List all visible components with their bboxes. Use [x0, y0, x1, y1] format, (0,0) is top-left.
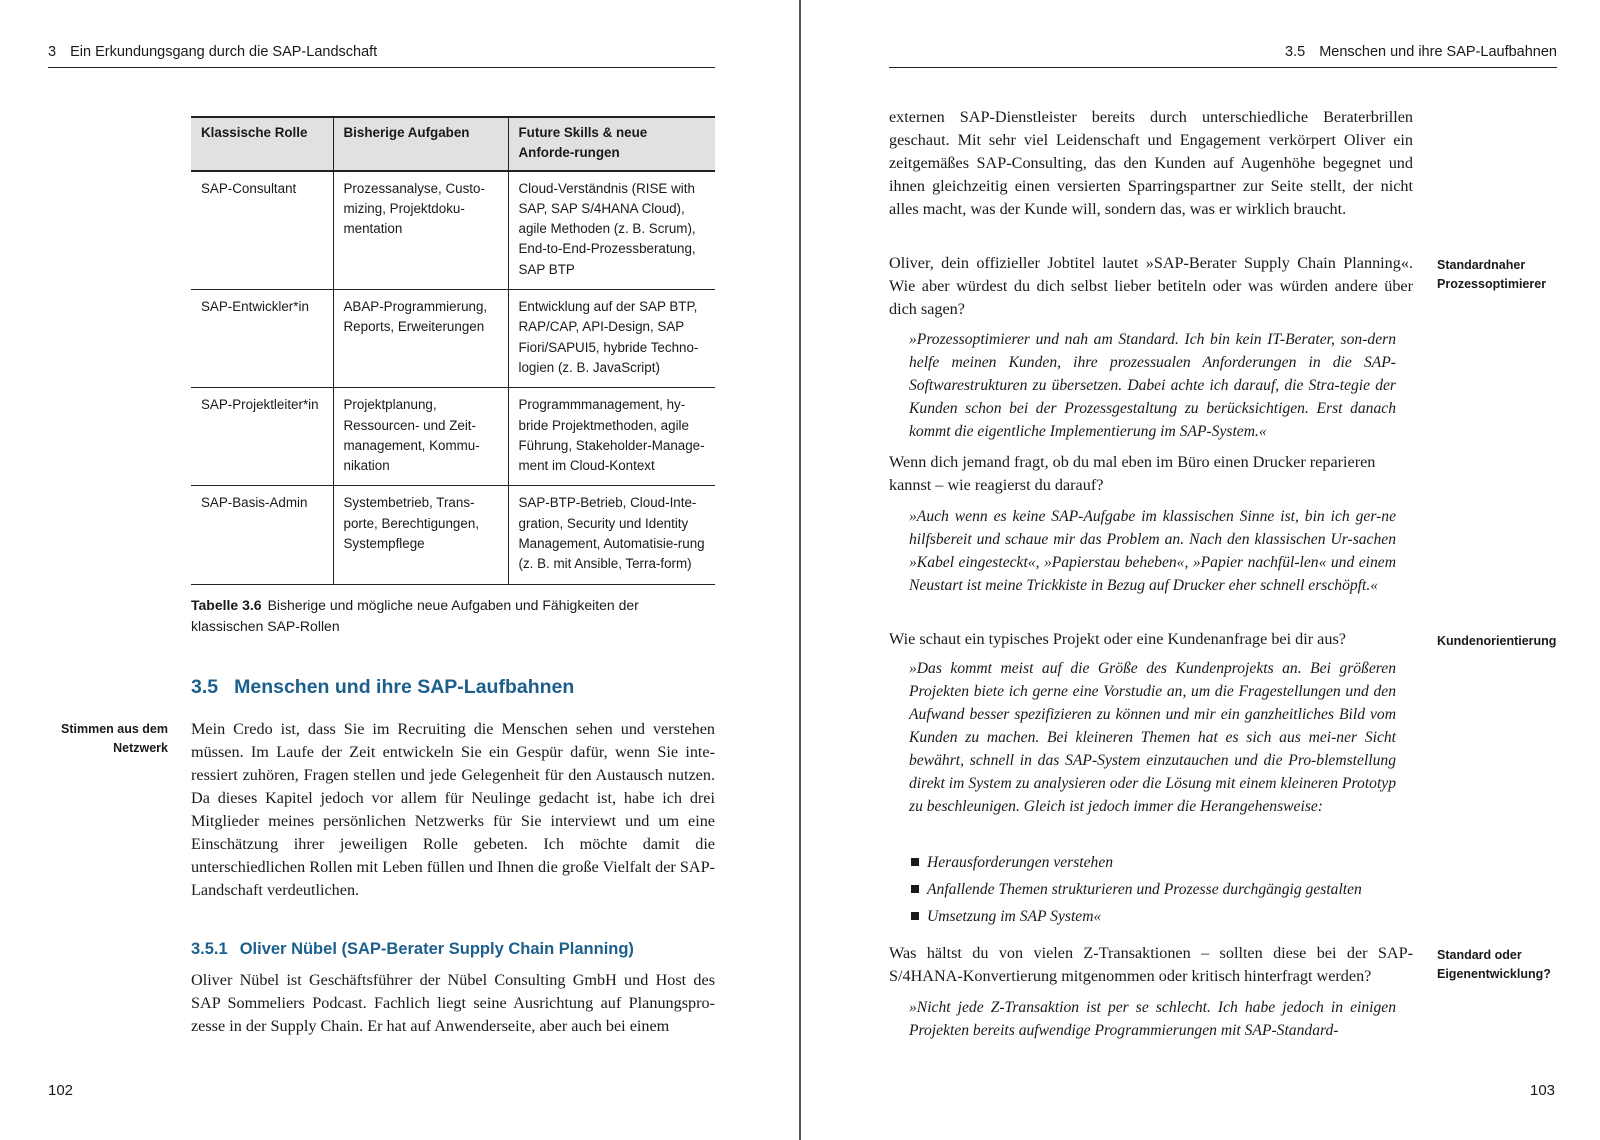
- interview-answer: »Das kommt meist auf die Größe des Kundenprojekts an. Bei größeren Projekten biete ich gerne eine Vorstudie an, um die Fragestellungen und den Aufwand besser spezifizieren zu können und mir ein ganzheitliches Bild vom Kunden zu machen. Bei kleineren Themen hat es sich aus mei-ner Sicht bewährt, schnell in das SAP-System einzutauchen und die Pro-blemstellung direkt im System zu analysieren oder die Lösung mit einem kleineren Prototyp zu beschleunigen. Gleich ist jedoch immer die Herangehensweise:: [909, 660, 1396, 815]
- margin-note: Stimmen aus dem Netzwerk: [61, 722, 168, 755]
- table-row: [191, 290, 715, 388]
- list-item-text: Anfallende Themen strukturieren und Prozesse durchgängig gestalten: [927, 881, 1362, 898]
- interview-answer: »Prozessoptimierer und nah am Standard. Ich bin kein IT-Berater, son-dern helfe meinen Kunden, ihre prozessualen Anforderungen in die SAP-Softwarestrukturen zu übersetzen. Dabei achte ich darauf, die Stra-tegie der Kunden schon bei der Prozessgestaltung zu berücksichtigen. Erst danach kommt die eigentliche Implementierung im SAP-System.«: [909, 331, 1396, 440]
- column-header: Klassische Rolle: [191, 117, 333, 171]
- table-cell: Cloud-Verständnis (RISE with SAP, SAP S/4HANA Cloud), agile Methoden (z. B. Scrum), End-to-End-Prozessberatung, SAP BTP: [508, 171, 715, 290]
- list-item: [909, 849, 1429, 876]
- list-item: [909, 876, 1429, 903]
- continuation-paragraph: externen SAP-Dienstleister bereits durch unterschiedliche Beraterbrillen geschaut. Mit sehr viel Leidenschaft und Engagement verkörpert Oliver ein zeitgemäßes SAP-Consulting, das den Kunden auf Augenhöhe begegnet und ihnen gleichzeitig einen versierten Sparringspartner zur Seite stellt, der nicht alles macht, was der Kunde will, sondern das, was er wirklich braucht.: [889, 108, 1413, 218]
- list-item: [909, 903, 1429, 930]
- table-cell: Projektplanung, Ressourcen- und Zeit-management, Kommu-nikation: [333, 388, 508, 486]
- interview-question: Was hältst du von vielen Z-Transaktionen – sollten diese bei der SAP-S/4HANA-Konvertierung mitgenommen oder kritisch hinterfragt werden?: [889, 944, 1413, 985]
- chapter-title: Ein Erkundungsgang durch die SAP-Landschaft: [70, 44, 378, 60]
- running-head-right: [889, 43, 1557, 68]
- subsection-paragraph: Oliver Nübel ist Geschäftsführer der Nübel Consulting GmbH und Host des SAP Sommeliers Podcast. Fachlich liegt seine Ausrichtung auf Planungspro-zesse in der Supply Chain. Er hat auf Anwenderseite, aber auch bei einem: [191, 971, 715, 1035]
- subsection-title: Oliver Nübel (SAP-Berater Supply Chain Planning): [239, 940, 634, 958]
- interview-question: Wie schaut ein typisches Projekt oder eine Kundenanfrage bei dir aus?: [889, 630, 1346, 648]
- table-cell: SAP-Consultant: [191, 171, 333, 290]
- square-bullet-icon: [911, 885, 919, 893]
- table-cell: SAP-Entwickler*in: [191, 290, 333, 388]
- column-header: Bisherige Aufgaben: [333, 117, 508, 171]
- section-title: Menschen und ihre SAP-Laufbahnen: [234, 676, 575, 698]
- caption-text: Bisherige und mögliche neue Aufgaben und Fähigkeiten der klassischen SAP-Rollen: [191, 597, 639, 634]
- table-cell: Systembetrieb, Trans-porte, Berechtigungen, Systempflege: [333, 486, 508, 584]
- subsection-number: 3.5.1: [191, 940, 228, 958]
- square-bullet-icon: [911, 858, 919, 866]
- interview-answer: »Auch wenn es keine SAP-Aufgabe im klassischen Sinne ist, bin ich ger-ne hilfsbereit und schaue mir das Problem an. Nach den klassischen Ur-sachen »Kabel eingesteckt«, »Papierstau beheben«, »Papier nachfül-len« und einem Neustart ist meine Trickkiste in Bezug auf Drucker eher schnell erschöpft.«: [909, 508, 1396, 594]
- margin-note: Kundenorientierung: [1437, 634, 1557, 648]
- page-number: 102: [48, 1082, 74, 1099]
- table-row: [191, 388, 715, 486]
- section-number: 3.5: [191, 676, 219, 698]
- right-page: [801, 0, 1600, 1140]
- intro-paragraph: Mein Credo ist, dass Sie im Recruiting die Menschen sehen und verstehen müssen. Im Laufe der Zeit entwickeln Sie ein Gespür dafür, wenn Sie inte-ressiert zuhören, Fragen stellen und jede Gelegenheit für den Austausch nutzen. Da dieses Kapitel jedoch vor allem für Neulinge gedacht ist, habe ich drei Mitglieder meines persönlichen Netzwerks für Sie interviewt und um eine Einschätzung ihrer jeweiligen Rolle gebeten. Ich möchte damit die unterschiedlichen Rollen mit Leben füllen und Ihnen die große Vielfalt der SAP-Landschaft verdeutlichen.: [191, 720, 715, 899]
- table-cell: Programmmanagement, hy-bride Projektmethoden, agile Führung, Stakeholder-Manage-ment im Cloud-Kontext: [508, 388, 715, 486]
- table-cell: Prozessanalyse, Custo-mizing, Projektdoku-mentation: [333, 171, 508, 290]
- table-cell: Entwicklung auf der SAP BTP, RAP/CAP, API-Design, SAP Fiori/SAPUI5, hybride Techno-logien (z. B. JavaScript): [508, 290, 715, 388]
- table-cell: SAP-Basis-Admin: [191, 486, 333, 584]
- approach-list: [909, 849, 1429, 930]
- list-item-text: Herausforderungen verstehen: [927, 854, 1114, 871]
- section-title: Menschen und ihre SAP-Laufbahnen: [1319, 44, 1557, 60]
- table-row: [191, 171, 715, 290]
- list-item-text: Umsetzung im SAP System«: [927, 908, 1102, 925]
- chapter-number: 3: [48, 44, 57, 60]
- table-cell: ABAP-Programmierung, Reports, Erweiterungen: [333, 290, 508, 388]
- table-caption: [191, 595, 715, 637]
- section-heading: [191, 676, 574, 699]
- interview-question: Oliver, dein offizieller Jobtitel lautet »SAP-Berater Supply Chain Planning«. Wie aber würdest du dich selbst lieber betiteln oder was würden andere über dich sagen?: [889, 254, 1413, 318]
- section-number: 3.5: [1285, 44, 1306, 60]
- table-header-row: [191, 117, 715, 171]
- column-header: Future Skills & neue Anforde-rungen: [508, 117, 715, 171]
- page-number: 103: [1530, 1082, 1556, 1099]
- subsection-heading: [191, 940, 634, 959]
- interview-answer: »Nicht jede Z-Transaktion ist per se schlecht. Ich habe jedoch in einigen Projekten bereits aufwendige Programmierungen mit SAP-Standard-: [909, 999, 1396, 1039]
- margin-note: Standard oder Eigenentwicklung?: [1437, 948, 1551, 981]
- table-cell: SAP-Projektleiter*in: [191, 388, 333, 486]
- roles-table: [191, 116, 715, 585]
- caption-label: Tabelle 3.6: [191, 597, 262, 613]
- margin-note: Standardnaher Prozessoptimierer: [1437, 258, 1547, 291]
- table-cell: SAP-BTP-Betrieb, Cloud-Inte-gration, Security und Identity Management, Automatisie-rung (z. B. mit Ansible, Terra-form): [508, 486, 715, 584]
- running-head-left: [48, 43, 715, 68]
- interview-question: Wenn dich jemand fragt, ob du mal eben im Büro einen Drucker reparieren kannst – wie reagierst du darauf?: [889, 453, 1376, 494]
- square-bullet-icon: [911, 912, 919, 920]
- table-row: [191, 486, 715, 584]
